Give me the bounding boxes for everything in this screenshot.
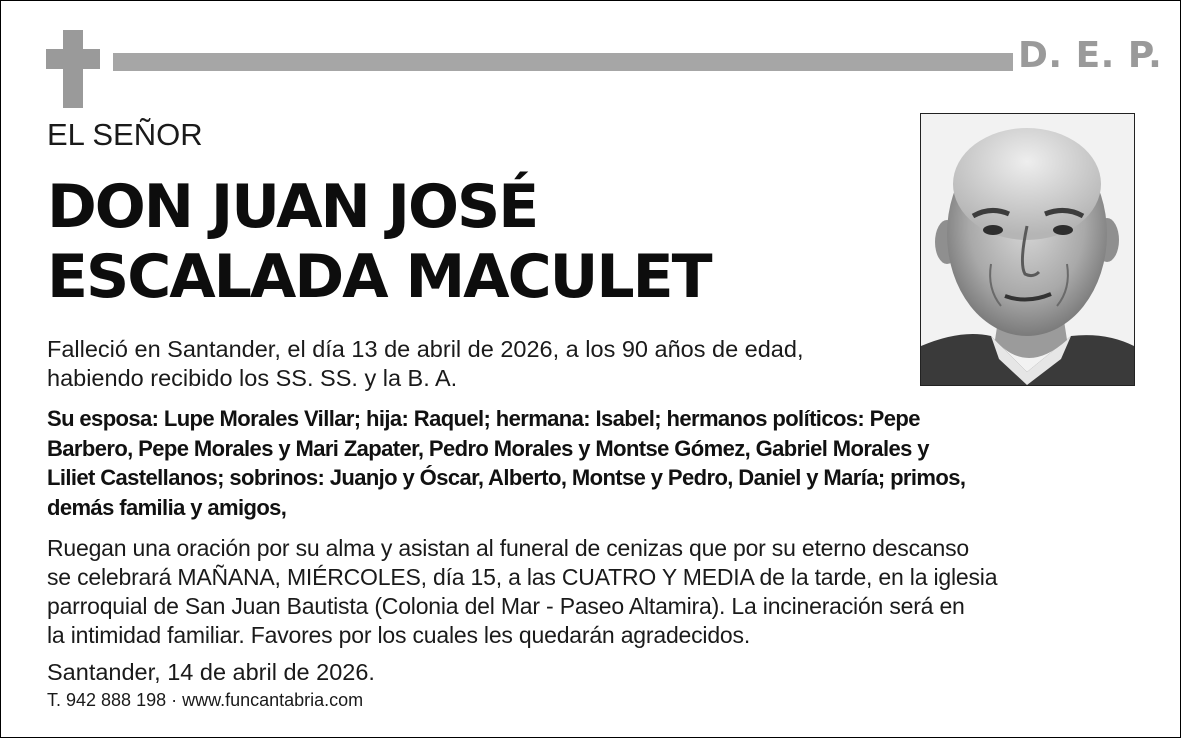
deceased-name bbox=[47, 172, 711, 312]
contact-info: T. 942 888 198 · www.funcantabria.com bbox=[47, 690, 364, 710]
funeral-line: se celebrará MAÑANA, MIÉRCOLES, día 15, a las CUATRO Y MEDIA de la tarde, en la iglesia bbox=[47, 564, 998, 590]
cross-icon bbox=[46, 30, 100, 108]
portrait-photo bbox=[920, 113, 1135, 386]
death-line-2: habiendo recibido los SS. SS. y la B. A. bbox=[47, 365, 458, 391]
funeral-line: parroquial de San Juan Bautista (Colonia del Mar - Paseo Altamira). La incineración será en bbox=[47, 593, 965, 619]
death-announcement bbox=[47, 335, 917, 393]
funeral-details bbox=[47, 534, 1162, 650]
header-rule bbox=[113, 53, 1013, 71]
death-line-1: Falleció en Santander, el día 13 de abril de 2026, a los 90 años de edad, bbox=[47, 336, 804, 362]
name-line-1: DON JUAN JOSÉ bbox=[47, 172, 538, 242]
title-prefix: EL SEÑOR bbox=[47, 117, 203, 152]
family-line: Liliet Castellanos; sobrinos: Juanjo y Óscar, Alberto, Montse y Pedro, Daniel y María; primos, bbox=[47, 465, 966, 490]
family-line: demás familia y amigos, bbox=[47, 494, 287, 520]
family-list bbox=[47, 404, 1162, 522]
funeral-line: Ruegan una oración por su alma y asistan al funeral de cenizas que por su eterno descanso bbox=[47, 535, 969, 561]
family-line: Su esposa: Lupe Morales Villar; hija: Raquel; hermana: Isabel; hermanos políticos: Pepe bbox=[47, 406, 920, 431]
family-line: Barbero, Pepe Morales y Mari Zapater, Pedro Morales y Montse Gómez, Gabriel Morales y bbox=[47, 435, 929, 461]
place-date: Santander, 14 de abril de 2026. bbox=[47, 659, 375, 685]
dep-label: D. E. P. bbox=[1018, 35, 1163, 76]
name-line-2: ESCALADA MACULET bbox=[47, 242, 711, 312]
funeral-line: la intimidad familiar. Favores por los cuales les quedarán agradecidos. bbox=[47, 622, 751, 648]
